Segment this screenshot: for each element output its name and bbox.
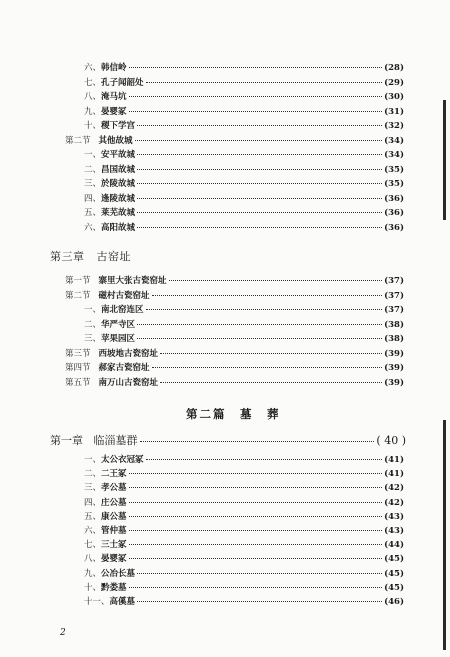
entry-prefix: 九、: [84, 568, 102, 579]
entry-prefix: 七、: [84, 77, 102, 88]
entry-title: 其他故城: [98, 135, 133, 146]
toc-entry[interactable]: [84, 512, 404, 523]
page-number: (36): [384, 208, 404, 218]
page-number: (35): [384, 164, 404, 175]
entry-prefix: 九、: [84, 106, 102, 117]
dot-leader: [137, 125, 382, 126]
entry-title: 淹马坑: [101, 92, 127, 102]
entry-prefix: 第三节: [65, 348, 91, 359]
page-number: (42): [384, 483, 404, 494]
dot-leader: [129, 473, 383, 474]
page-number: (34): [384, 150, 404, 160]
toc-entry[interactable]: [65, 363, 404, 374]
page-number: (44): [384, 540, 404, 551]
page-number: (37): [384, 305, 404, 315]
entry-prefix: 十一、: [84, 597, 110, 607]
toc-entry[interactable]: [84, 498, 404, 509]
page-number: ( 40 ): [376, 434, 406, 447]
toc-entry[interactable]: [65, 349, 404, 360]
page-number: (43): [384, 526, 404, 536]
entry-title: 晏婴冢: [101, 106, 127, 117]
entry-title: 华严寺区: [101, 319, 136, 330]
toc-entry[interactable]: [84, 320, 404, 331]
toc-entry[interactable]: [84, 121, 404, 132]
entry-title: 康公墓: [101, 511, 127, 522]
entry-prefix: 二、: [84, 319, 102, 330]
toc-entry[interactable]: [65, 291, 404, 302]
chapter-title: 古窑址: [96, 250, 131, 263]
toc-entry[interactable]: [84, 165, 404, 176]
dot-leader: [137, 338, 382, 339]
page-number: (36): [384, 222, 404, 233]
dot-leader: [129, 516, 383, 517]
toc-entry[interactable]: [84, 194, 404, 205]
dot-leader: [129, 558, 383, 559]
toc-entry[interactable]: [65, 276, 404, 287]
dot-leader: [129, 96, 383, 97]
entry-prefix: 七、: [84, 540, 102, 551]
page-number: (45): [384, 582, 404, 593]
page-number: (43): [384, 511, 404, 522]
dot-leader: [160, 353, 382, 354]
toc-entry[interactable]: [84, 150, 404, 161]
entry-title: 郝家古瓷窑址: [98, 363, 150, 373]
entry-title: 孔子闻韶处: [101, 77, 144, 88]
entry-title: 莱芜故城: [101, 208, 136, 218]
entry-title: 二王冢: [101, 469, 127, 480]
entry-prefix: 六、: [84, 526, 102, 536]
entry-title: 南北窑连区: [101, 305, 144, 315]
page-number: (42): [384, 497, 404, 508]
dot-leader: [129, 67, 383, 68]
page-number: (36): [384, 193, 404, 204]
toc-entry[interactable]: [84, 526, 404, 537]
toc-entry[interactable]: [84, 583, 404, 594]
toc-entry[interactable]: [84, 63, 404, 74]
toc-entry[interactable]: [84, 78, 404, 89]
entry-prefix: 二、: [84, 164, 102, 175]
entry-title: 晏婴冢: [101, 554, 127, 565]
toc-entry[interactable]: [84, 483, 404, 494]
entry-title: 昌国故城: [101, 164, 136, 175]
chapter-label: 第一章: [50, 434, 83, 447]
entry-prefix: 第二节: [65, 290, 91, 301]
footer-page-number: 2: [60, 628, 66, 638]
entry-title: 高阳故城: [101, 222, 136, 233]
dot-leader: [146, 82, 383, 83]
entry-title: 寨里大张古瓷窑址: [98, 276, 167, 286]
dot-leader: [129, 111, 383, 112]
entry-prefix: 八、: [84, 92, 102, 102]
toc-entry[interactable]: [84, 540, 404, 551]
toc-entry[interactable]: [84, 597, 404, 608]
entry-title: 太公衣冠冢: [101, 455, 144, 465]
entry-prefix: 十、: [84, 121, 102, 131]
entry-prefix: 四、: [84, 193, 102, 204]
entry-title: 高傒墓: [109, 597, 136, 607]
entry-title: 逢陵故城: [101, 193, 136, 204]
entry-title: 磁村古瓷窑址: [98, 290, 150, 301]
toc-entry[interactable]: [84, 92, 404, 103]
page-number: (41): [384, 469, 404, 480]
part-title: 第二篇 墓 葬: [186, 407, 281, 421]
toc-entry[interactable]: [84, 569, 404, 580]
page-number: (37): [384, 276, 404, 286]
entry-prefix: 五、: [84, 208, 102, 218]
page-number: (46): [384, 597, 404, 607]
page-number: (38): [384, 319, 404, 330]
entry-prefix: 第一节: [65, 276, 91, 286]
toc-entry[interactable]: [84, 455, 404, 466]
entry-prefix: 五、: [84, 511, 102, 522]
page-number: (41): [384, 455, 404, 465]
entry-title: 苹果园区: [101, 334, 136, 344]
entry-title: 孝公墓: [101, 483, 127, 494]
entry-prefix: 六、: [84, 63, 102, 73]
entry-prefix: 第五节: [65, 377, 91, 388]
entry-prefix: 一、: [84, 305, 102, 315]
entry-prefix: 一、: [84, 150, 102, 160]
entry-prefix: 三、: [84, 179, 102, 189]
dot-leader: [152, 367, 383, 368]
dot-leader: [129, 502, 383, 503]
dot-leader: [137, 573, 382, 574]
entry-prefix: 四、: [84, 497, 102, 508]
dot-leader: [137, 169, 382, 170]
entry-title: 西坡地古瓷窑址: [98, 348, 159, 359]
page-number: (30): [384, 92, 404, 102]
entry-title: 公冶长墓: [101, 568, 136, 579]
page-number: (28): [384, 63, 404, 73]
page-number: (39): [384, 363, 404, 373]
chapter-label: 第三章: [50, 250, 85, 263]
dot-leader: [137, 601, 382, 602]
dot-leader: [137, 183, 382, 184]
toc-entry[interactable]: [84, 305, 404, 316]
page-number: (39): [384, 377, 404, 388]
toc-entry[interactable]: [65, 136, 404, 147]
dot-leader: [129, 530, 383, 531]
chapter-title: 临淄墓群: [93, 434, 138, 447]
entry-title: 黔娄墓: [101, 582, 127, 593]
toc-entry[interactable]: [84, 554, 404, 565]
dot-leader: [129, 544, 383, 545]
entry-prefix: 第四节: [65, 363, 91, 373]
toc-entry[interactable]: [84, 107, 404, 118]
entry-title: 南万山古瓷窑址: [98, 377, 159, 388]
page-number: (37): [384, 290, 404, 301]
entry-title: 庄公墓: [101, 497, 127, 508]
toc-entry[interactable]: [84, 223, 404, 234]
page-number: (39): [384, 348, 404, 359]
dot-leader: [140, 441, 375, 442]
entry-title: 於陵故城: [101, 179, 136, 189]
dot-leader: [160, 382, 382, 383]
dot-leader: [152, 295, 383, 296]
dot-leader: [137, 212, 382, 213]
scan-edge-mark: [443, 100, 446, 220]
entry-prefix: 八、: [84, 554, 102, 565]
entry-prefix: 三、: [84, 483, 102, 494]
dot-leader: [137, 227, 382, 228]
page-number: (35): [384, 179, 404, 189]
entry-prefix: 一、: [84, 455, 102, 465]
entry-title: 韩信岭: [101, 63, 127, 73]
toc-entry[interactable]: [84, 469, 404, 480]
dot-leader: [137, 154, 382, 155]
dot-leader: [146, 459, 383, 460]
page-number: (38): [384, 334, 404, 344]
scan-edge-mark: [443, 420, 446, 650]
dot-leader: [137, 324, 382, 325]
dot-leader: [129, 587, 383, 588]
dot-leader: [135, 140, 383, 141]
toc-entry[interactable]: [84, 179, 404, 190]
dot-leader: [146, 309, 383, 310]
entry-prefix: 六、: [84, 222, 102, 233]
page-number: (34): [384, 135, 404, 146]
entry-title: 管仲墓: [101, 526, 127, 536]
page-number: (45): [384, 554, 404, 565]
dot-leader: [137, 198, 382, 199]
entry-prefix: 十、: [84, 582, 102, 593]
chapter-entry[interactable]: [50, 434, 406, 448]
entry-prefix: 第二节: [65, 135, 91, 146]
dot-leader: [169, 280, 383, 281]
dot-leader: [129, 487, 383, 488]
page-number: (45): [384, 568, 404, 579]
page-number: (31): [384, 106, 404, 117]
page-number: (32): [384, 121, 404, 131]
entry-prefix: 二、: [84, 469, 102, 480]
toc-entry[interactable]: [84, 334, 404, 345]
page-number: (29): [384, 77, 404, 88]
toc-entry[interactable]: [84, 208, 404, 219]
entry-title: 安平故城: [101, 150, 136, 160]
entry-title: 三士冢: [101, 540, 127, 551]
entry-title: 稷下学宫: [101, 121, 136, 131]
toc-entry[interactable]: [65, 378, 404, 389]
chapter-heading: [50, 248, 131, 264]
entry-prefix: 三、: [84, 334, 102, 344]
